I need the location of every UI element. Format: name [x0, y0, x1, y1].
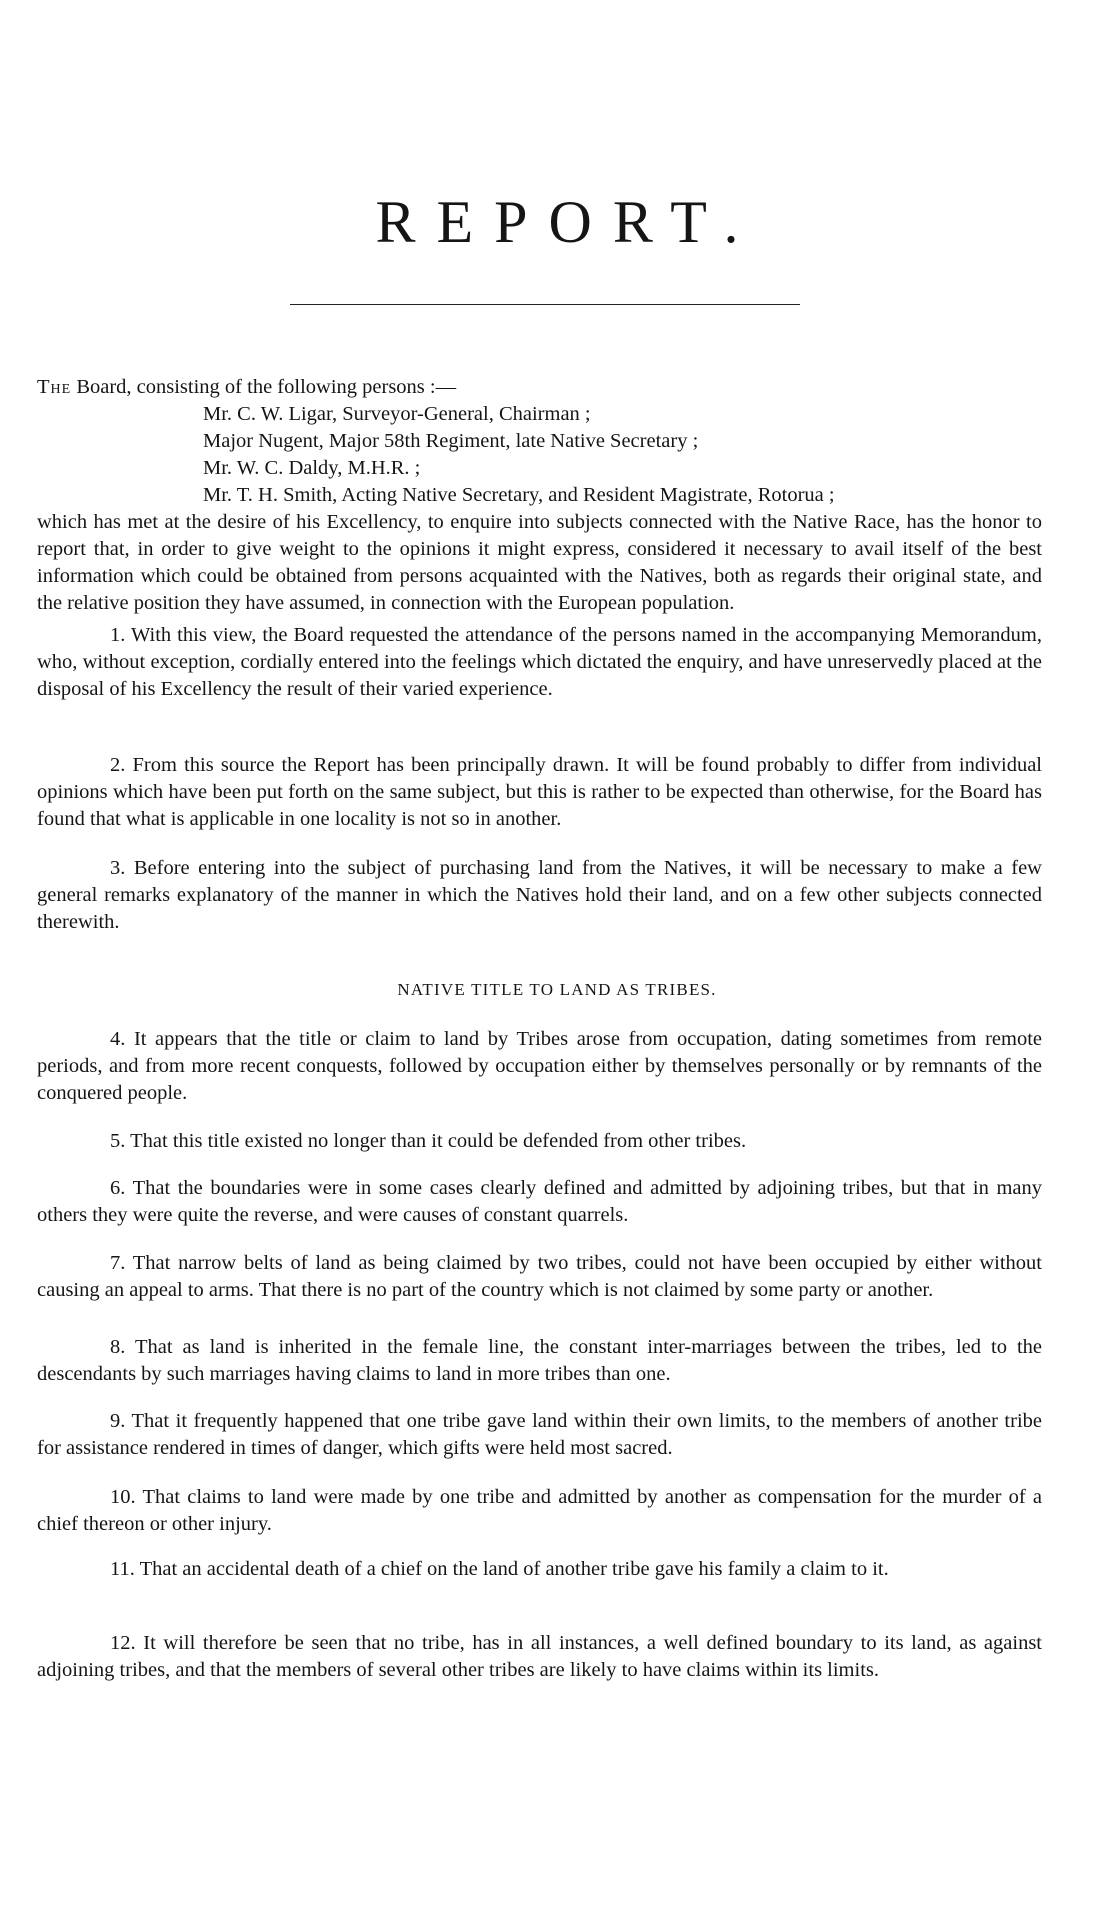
- intro-paragraph: [37, 374, 1042, 617]
- intro-lead-word: The: [37, 376, 72, 398]
- board-member: Mr. W. C. Daldy, M.H.R. ;: [203, 457, 421, 479]
- section-heading: NATIVE TITLE TO LAND AS TRIBES.: [397, 980, 717, 999]
- paragraph-text: 6. That the boundaries were in some cases clearly defined and admitted by adjoining tribes, but that in many others they were quite the reverse, and were causes of constant quarrels.: [37, 1177, 1042, 1226]
- board-member: Mr. T. H. Smith, Acting Native Secretary, and Resident Magistrate, Rotorua ;: [203, 484, 835, 506]
- paragraph-text: 9. That it frequently happened that one tribe gave land within their own limits, to the members of another tribe for assistance rendered in times of danger, which gifts were held most sacred.: [37, 1410, 1042, 1459]
- paragraph-text: 7. That narrow belts of land as being claimed by two tribes, could not have been occupied by either without causing an appeal to arms. That there is no part of the country which is not claimed by some party or another.: [37, 1252, 1042, 1301]
- numbered-paragraph: [37, 1175, 1042, 1229]
- intro-lead-text: Board, consisting of the following persons :—: [76, 376, 457, 398]
- board-member: Major Nugent, Major 58th Regiment, late Native Secretary ;: [203, 430, 699, 452]
- numbered-paragraph: [37, 855, 1042, 936]
- paragraph-text: 1. With this view, the Board requested the attendance of the persons named in the accompanying Memorandum, who, without exception, cordially entered into the feelings which dictated the enquiry, and have unreservedly placed at the disposal of his Excellency the result of their varied experience.: [37, 624, 1042, 700]
- paragraph-text: 11. That an accidental death of a chief on the land of another tribe gave his family a claim to it.: [110, 1558, 889, 1580]
- report-title: REPORT.: [375, 189, 760, 255]
- paragraph-text: 5. That this title existed no longer than it could be defended from other tribes.: [110, 1130, 747, 1152]
- numbered-paragraph: [37, 1128, 1042, 1155]
- numbered-paragraph: [37, 1334, 1042, 1388]
- board-member: Mr. C. W. Ligar, Surveyor-General, Chairman ;: [203, 403, 591, 425]
- paragraph-text: 12. It will therefore be seen that no tribe, has in all instances, a well defined boundary to its land, as against adjoining tribes, and that the members of several other tribes are likely to have claims within its limits.: [37, 1632, 1042, 1681]
- numbered-paragraph: [37, 1408, 1042, 1462]
- numbered-paragraph: [37, 1250, 1042, 1304]
- paragraph-text: 3. Before entering into the subject of purchasing land from the Natives, it will be necessary to make a few general remarks explanatory of the manner in which the Natives hold their land, and on a few other subjects connected therewith.: [37, 857, 1042, 933]
- paragraph-text: 2. From this source the Report has been principally drawn. It will be found probably to differ from individual opinions which have been put forth on the same subject, but this is rather to be expected than otherwise, for the Board has found that what is applicable in one locality is not so in another.: [37, 754, 1042, 830]
- intro-closing: which has met at the desire of his Excellency, to enquire into subjects connected with the Native Race, has the honor to report that, in order to give weight to the opinions it might express, considered it necessary to avail itself of the best information which could be obtained from persons acquainted with the Natives, both as regards their original state, and the relative position they have assumed, in connection with the European population.: [37, 511, 1042, 614]
- paragraph-text: 10. That claims to land were made by one tribe and admitted by another as compensation for the murder of a chief thereon or other injury.: [37, 1486, 1042, 1535]
- numbered-paragraph: [37, 622, 1042, 703]
- numbered-paragraph: [37, 1026, 1042, 1107]
- numbered-paragraph: [37, 1556, 1042, 1583]
- paragraph-text: 4. It appears that the title or claim to land by Tribes arose from occupation, dating sometimes from remote periods, and from more recent conquests, followed by occupation either by themselves personally or by remnants of the conquered people.: [37, 1028, 1042, 1104]
- numbered-paragraph: [37, 1484, 1042, 1538]
- numbered-paragraph: [37, 1630, 1042, 1684]
- paragraph-text: 8. That as land is inherited in the female line, the constant inter-marriages between the tribes, led to the descendants by such marriages having claims to land in more tribes than one.: [37, 1336, 1042, 1385]
- title-rule: [290, 304, 800, 305]
- numbered-paragraph: [37, 752, 1042, 833]
